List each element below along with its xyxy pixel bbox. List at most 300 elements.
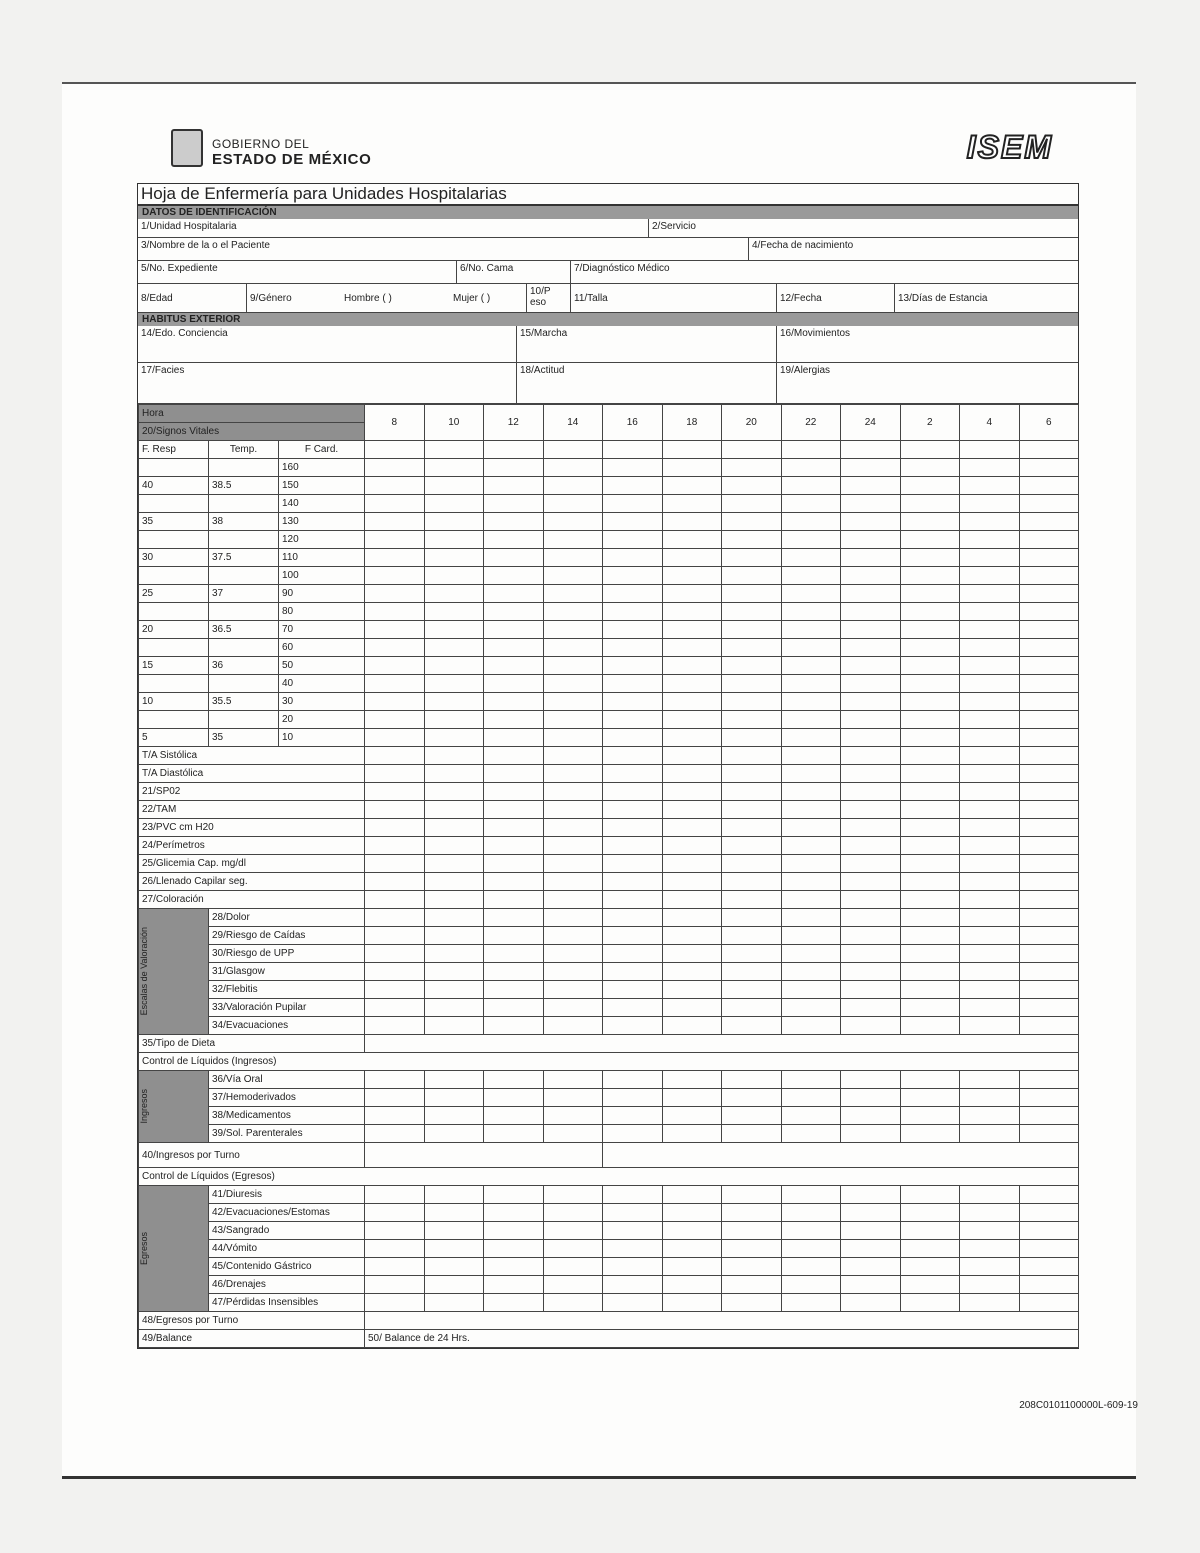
entry-cell[interactable] (543, 747, 603, 765)
entry-cell[interactable] (1019, 495, 1079, 513)
entry-cell[interactable] (424, 1204, 484, 1222)
entry-cell[interactable] (900, 909, 960, 927)
entry-cell[interactable] (841, 459, 901, 477)
entry-cell[interactable] (722, 981, 782, 999)
entry-cell[interactable] (960, 603, 1020, 621)
field-talla[interactable]: 11/Talla (570, 284, 776, 312)
entry-cell[interactable] (781, 873, 841, 891)
entry-cell[interactable] (603, 729, 663, 747)
entry-cell[interactable] (543, 891, 603, 909)
entry-cell[interactable] (960, 585, 1020, 603)
field-marcha[interactable]: 15/Marcha (516, 326, 776, 362)
entry-cell[interactable] (900, 1204, 960, 1222)
entry-cell[interactable] (722, 783, 782, 801)
entry-cell[interactable] (960, 459, 1020, 477)
entry-cell[interactable] (722, 1107, 782, 1125)
entry-cell[interactable] (365, 729, 425, 747)
entry-cell[interactable] (662, 999, 722, 1017)
entry-cell[interactable] (1019, 531, 1079, 549)
entry-cell[interactable] (722, 819, 782, 837)
entry-cell[interactable] (543, 711, 603, 729)
entry-cell[interactable] (543, 585, 603, 603)
entry-cell[interactable] (662, 1204, 722, 1222)
entry-cell[interactable] (484, 621, 544, 639)
entry-cell[interactable] (603, 1294, 663, 1312)
entry-cell[interactable] (662, 837, 722, 855)
entry-cell[interactable] (781, 837, 841, 855)
entry-cell[interactable] (841, 513, 901, 531)
field-servicio[interactable]: 2/Servicio (648, 219, 1078, 237)
entry-cell[interactable] (722, 891, 782, 909)
entry-cell[interactable] (543, 531, 603, 549)
entry-cell[interactable] (960, 801, 1020, 819)
entry-cell[interactable] (543, 855, 603, 873)
entry-cell[interactable] (781, 549, 841, 567)
entry-cell[interactable] (781, 855, 841, 873)
entry-cell[interactable] (424, 999, 484, 1017)
entry-cell[interactable] (781, 945, 841, 963)
entry-cell[interactable] (662, 1107, 722, 1125)
entry-cell[interactable] (603, 621, 663, 639)
entry-cell[interactable] (543, 1071, 603, 1089)
entry-cell[interactable] (662, 1071, 722, 1089)
entry-cell[interactable] (1019, 693, 1079, 711)
entry-cell[interactable] (424, 945, 484, 963)
field-actitud[interactable]: 18/Actitud (516, 363, 776, 403)
entry-cell[interactable] (722, 1294, 782, 1312)
entry-cell[interactable] (1019, 459, 1079, 477)
entry-cell[interactable] (900, 999, 960, 1017)
entry-cell[interactable] (662, 693, 722, 711)
entry-cell[interactable] (365, 1204, 425, 1222)
entry-cell[interactable] (841, 567, 901, 585)
entry-cell[interactable] (900, 675, 960, 693)
entry-cell[interactable] (841, 909, 901, 927)
entry-cell[interactable] (603, 441, 663, 459)
entry-cell[interactable] (365, 855, 425, 873)
entry-cell[interactable] (365, 1294, 425, 1312)
entry-cell[interactable] (841, 639, 901, 657)
entry-cell[interactable] (841, 1258, 901, 1276)
entry-cell[interactable] (424, 675, 484, 693)
entry-cell[interactable] (722, 675, 782, 693)
entry-cell[interactable] (900, 837, 960, 855)
entry-cell[interactable] (960, 1258, 1020, 1276)
entry-cell[interactable] (543, 801, 603, 819)
entry-cell[interactable] (543, 1125, 603, 1143)
entry-cell[interactable] (722, 837, 782, 855)
entry-cell[interactable] (603, 1125, 663, 1143)
entry-cell[interactable] (365, 639, 425, 657)
entry-cell[interactable] (781, 477, 841, 495)
entry-cell[interactable] (662, 747, 722, 765)
entry-cell[interactable] (841, 621, 901, 639)
entry-cell[interactable] (900, 639, 960, 657)
entry-cell[interactable] (543, 873, 603, 891)
entry-cell[interactable] (841, 729, 901, 747)
entry-cell[interactable] (841, 747, 901, 765)
entry-cell[interactable] (424, 1222, 484, 1240)
entry-cell[interactable] (1019, 513, 1079, 531)
entry-cell[interactable] (603, 945, 663, 963)
entry-cell[interactable] (900, 1107, 960, 1125)
entry-cell[interactable] (722, 1125, 782, 1143)
entry-cell[interactable] (424, 819, 484, 837)
entry-cell[interactable] (781, 783, 841, 801)
entry-cell[interactable] (781, 1186, 841, 1204)
entry-cell[interactable] (365, 621, 425, 639)
entry-cell[interactable] (960, 1204, 1020, 1222)
entry-cell[interactable] (722, 747, 782, 765)
entry-cell[interactable] (781, 711, 841, 729)
entry-cell[interactable] (900, 459, 960, 477)
entry-cell[interactable] (900, 1276, 960, 1294)
entry-cell[interactable] (662, 873, 722, 891)
entry-cell[interactable] (781, 747, 841, 765)
entry-cell[interactable] (1019, 801, 1079, 819)
entry-cell[interactable] (900, 693, 960, 711)
entry-cell[interactable] (484, 999, 544, 1017)
entry-cell[interactable] (900, 657, 960, 675)
entry-cell[interactable] (722, 1258, 782, 1276)
entry-cell[interactable] (424, 1107, 484, 1125)
entry-cell[interactable] (543, 621, 603, 639)
entry-cell[interactable] (424, 495, 484, 513)
entry-cell[interactable] (1019, 441, 1079, 459)
field-fecha[interactable]: 12/Fecha (776, 284, 894, 312)
entry-cell[interactable] (365, 927, 425, 945)
entry-cell[interactable] (960, 837, 1020, 855)
entry-cell[interactable] (424, 729, 484, 747)
entry-cell[interactable] (424, 981, 484, 999)
entry-cell[interactable] (543, 675, 603, 693)
entry-cell[interactable] (543, 819, 603, 837)
entry-cell[interactable] (543, 1222, 603, 1240)
entry-cell[interactable] (662, 549, 722, 567)
entry-cell[interactable] (781, 639, 841, 657)
entry-cell[interactable] (900, 441, 960, 459)
entry-cell[interactable] (424, 441, 484, 459)
entry-cell[interactable] (781, 1294, 841, 1312)
entry-cell[interactable] (841, 711, 901, 729)
entry-cell[interactable] (603, 585, 663, 603)
entry-cell[interactable] (662, 513, 722, 531)
entry-cell[interactable] (960, 855, 1020, 873)
entry-cell[interactable] (543, 945, 603, 963)
entry-cell[interactable] (543, 1186, 603, 1204)
entry-cell[interactable] (722, 1186, 782, 1204)
entry-cell[interactable] (722, 603, 782, 621)
entry-cell[interactable] (603, 999, 663, 1017)
entry-cell[interactable] (960, 1089, 1020, 1107)
entry-cell[interactable] (781, 567, 841, 585)
entry-cell[interactable] (365, 603, 425, 621)
entry-cell[interactable] (781, 621, 841, 639)
turno-entry[interactable] (603, 1143, 1079, 1168)
entry-cell[interactable] (781, 675, 841, 693)
entry-cell[interactable] (603, 1276, 663, 1294)
entry-cell[interactable] (662, 1258, 722, 1276)
entry-cell[interactable] (424, 1017, 484, 1035)
entry-cell[interactable] (841, 945, 901, 963)
entry-cell[interactable] (900, 801, 960, 819)
entry-cell[interactable] (484, 1125, 544, 1143)
entry-cell[interactable] (543, 1294, 603, 1312)
entry-cell[interactable] (841, 1107, 901, 1125)
entry-cell[interactable] (841, 1017, 901, 1035)
entry-cell[interactable] (841, 837, 901, 855)
entry-cell[interactable] (781, 531, 841, 549)
entry-cell[interactable] (841, 1222, 901, 1240)
entry-cell[interactable] (900, 567, 960, 585)
entry-cell[interactable] (900, 765, 960, 783)
entry-cell[interactable] (722, 1276, 782, 1294)
entry-cell[interactable] (365, 495, 425, 513)
entry-cell[interactable] (960, 567, 1020, 585)
entry-cell[interactable] (960, 909, 1020, 927)
entry-cell[interactable] (841, 765, 901, 783)
entry-cell[interactable] (781, 657, 841, 675)
entry-cell[interactable] (960, 711, 1020, 729)
entry-cell[interactable] (900, 963, 960, 981)
entry-cell[interactable] (424, 459, 484, 477)
balance-24-label[interactable]: 50/ Balance de 24 Hrs. (365, 1330, 1079, 1348)
entry-cell[interactable] (365, 783, 425, 801)
entry-cell[interactable] (1019, 711, 1079, 729)
entry-cell[interactable] (900, 1089, 960, 1107)
entry-cell[interactable] (1019, 747, 1079, 765)
entry-cell[interactable] (365, 1017, 425, 1035)
entry-cell[interactable] (603, 1107, 663, 1125)
entry-cell[interactable] (424, 1125, 484, 1143)
entry-cell[interactable] (1019, 657, 1079, 675)
entry-cell[interactable] (960, 945, 1020, 963)
entry-cell[interactable] (365, 963, 425, 981)
entry-cell[interactable] (365, 477, 425, 495)
entry-cell[interactable] (543, 549, 603, 567)
entry-cell[interactable] (960, 495, 1020, 513)
entry-cell[interactable] (424, 657, 484, 675)
entry-cell[interactable] (484, 909, 544, 927)
entry-cell[interactable] (960, 765, 1020, 783)
entry-cell[interactable] (1019, 855, 1079, 873)
entry-cell[interactable] (900, 819, 960, 837)
entry-cell[interactable] (960, 729, 1020, 747)
entry-cell[interactable] (365, 909, 425, 927)
entry-cell[interactable] (424, 567, 484, 585)
entry-cell[interactable] (603, 981, 663, 999)
entry-cell[interactable] (662, 909, 722, 927)
entry-cell[interactable] (900, 945, 960, 963)
entry-cell[interactable] (1019, 675, 1079, 693)
entry-cell[interactable] (1019, 945, 1079, 963)
entry-cell[interactable] (722, 963, 782, 981)
entry-cell[interactable] (662, 1240, 722, 1258)
entry-cell[interactable] (662, 963, 722, 981)
entry-cell[interactable] (603, 657, 663, 675)
entry-cell[interactable] (484, 1240, 544, 1258)
entry-cell[interactable] (841, 891, 901, 909)
entry-cell[interactable] (900, 603, 960, 621)
entry-cell[interactable] (960, 891, 1020, 909)
entry-cell[interactable] (484, 1294, 544, 1312)
entry-cell[interactable] (484, 531, 544, 549)
entry-cell[interactable] (1019, 1125, 1079, 1143)
entry-cell[interactable] (841, 1204, 901, 1222)
entry-cell[interactable] (603, 549, 663, 567)
entry-cell[interactable] (603, 855, 663, 873)
entry-cell[interactable] (424, 783, 484, 801)
entry-cell[interactable] (662, 711, 722, 729)
entry-cell[interactable] (424, 639, 484, 657)
option-hombre[interactable]: Hombre ( ) (344, 293, 392, 304)
entry-cell[interactable] (365, 747, 425, 765)
entry-cell[interactable] (900, 1222, 960, 1240)
entry-cell[interactable] (960, 1017, 1020, 1035)
entry-cell[interactable] (662, 927, 722, 945)
entry-cell[interactable] (1019, 1107, 1079, 1125)
entry-cell[interactable] (424, 1240, 484, 1258)
entry-cell[interactable] (603, 477, 663, 495)
entry-cell[interactable] (1019, 1017, 1079, 1035)
entry-cell[interactable] (662, 945, 722, 963)
entry-cell[interactable] (365, 1125, 425, 1143)
entry-cell[interactable] (722, 477, 782, 495)
entry-cell[interactable] (900, 747, 960, 765)
entry-cell[interactable] (841, 1071, 901, 1089)
entry-cell[interactable] (722, 639, 782, 657)
entry-cell[interactable] (781, 603, 841, 621)
entry-cell[interactable] (603, 963, 663, 981)
entry-cell[interactable] (424, 531, 484, 549)
entry-cell[interactable] (484, 1258, 544, 1276)
entry-cell[interactable] (722, 945, 782, 963)
field-diagnostico[interactable]: 7/Diagnóstico Médico (570, 261, 1078, 283)
entry-cell[interactable] (365, 531, 425, 549)
field-movimientos[interactable]: 16/Movimientos (776, 326, 1078, 362)
entry-cell[interactable] (900, 531, 960, 549)
entry-cell[interactable] (960, 1186, 1020, 1204)
entry-cell[interactable] (1019, 891, 1079, 909)
entry-cell[interactable] (900, 585, 960, 603)
entry-cell[interactable] (484, 639, 544, 657)
entry-cell[interactable] (722, 585, 782, 603)
entry-cell[interactable] (1019, 603, 1079, 621)
entry-cell[interactable] (424, 549, 484, 567)
entry-cell[interactable] (365, 441, 425, 459)
entry-cell[interactable] (543, 1107, 603, 1125)
entry-cell[interactable] (722, 855, 782, 873)
entry-cell[interactable] (603, 1240, 663, 1258)
entry-cell[interactable] (841, 1186, 901, 1204)
entry-cell[interactable] (543, 1240, 603, 1258)
entry-cell[interactable] (484, 657, 544, 675)
entry-cell[interactable] (424, 765, 484, 783)
entry-cell[interactable] (900, 1258, 960, 1276)
field-nombre[interactable]: 3/Nombre de la o el Paciente (141, 240, 270, 251)
entry-cell[interactable] (365, 873, 425, 891)
entry-cell[interactable] (484, 585, 544, 603)
entry-cell[interactable] (484, 783, 544, 801)
entry-cell[interactable] (662, 657, 722, 675)
entry-cell[interactable] (603, 495, 663, 513)
entry-cell[interactable] (900, 513, 960, 531)
entry-cell[interactable] (1019, 981, 1079, 999)
entry-cell[interactable] (365, 1071, 425, 1089)
entry-cell[interactable] (960, 1240, 1020, 1258)
entry-cell[interactable] (424, 693, 484, 711)
entry-cell[interactable] (781, 909, 841, 927)
entry-cell[interactable] (603, 801, 663, 819)
entry-cell[interactable] (424, 747, 484, 765)
entry-cell[interactable] (424, 711, 484, 729)
entry-cell[interactable] (603, 711, 663, 729)
entry-cell[interactable] (365, 1258, 425, 1276)
entry-cell[interactable] (484, 819, 544, 837)
entry-cell[interactable] (960, 657, 1020, 675)
entry-cell[interactable] (960, 1276, 1020, 1294)
entry-cell[interactable] (365, 765, 425, 783)
entry-cell[interactable] (603, 567, 663, 585)
entry-cell[interactable] (960, 513, 1020, 531)
entry-cell[interactable] (543, 495, 603, 513)
entry-cell[interactable] (841, 675, 901, 693)
entry-cell[interactable] (900, 1186, 960, 1204)
entry-cell[interactable] (781, 1276, 841, 1294)
entry-cell[interactable] (662, 801, 722, 819)
entry-cell[interactable] (1019, 783, 1079, 801)
entry-cell[interactable] (365, 1276, 425, 1294)
entry-cell[interactable] (543, 1276, 603, 1294)
entry-cell[interactable] (722, 693, 782, 711)
entry-cell[interactable] (841, 1125, 901, 1143)
entry-cell[interactable] (960, 819, 1020, 837)
entry-cell[interactable] (662, 891, 722, 909)
entry-cell[interactable] (424, 1186, 484, 1204)
entry-cell[interactable] (1019, 639, 1079, 657)
entry-cell[interactable] (424, 909, 484, 927)
entry-cell[interactable] (543, 657, 603, 675)
entry-cell[interactable] (1019, 1240, 1079, 1258)
entry-cell[interactable] (662, 1294, 722, 1312)
entry-cell[interactable] (603, 639, 663, 657)
entry-cell[interactable] (841, 1240, 901, 1258)
entry-cell[interactable] (365, 999, 425, 1017)
entry-cell[interactable] (662, 603, 722, 621)
entry-cell[interactable] (781, 585, 841, 603)
entry-cell[interactable] (841, 477, 901, 495)
entry-cell[interactable] (722, 729, 782, 747)
entry-cell[interactable] (722, 1222, 782, 1240)
turno-entry[interactable] (365, 1143, 603, 1168)
entry-cell[interactable] (424, 855, 484, 873)
entry-cell[interactable] (543, 981, 603, 999)
entry-cell[interactable] (603, 837, 663, 855)
field-conciencia[interactable]: 14/Edo. Conciencia (141, 328, 228, 339)
entry-cell[interactable] (365, 1107, 425, 1125)
entry-cell[interactable] (1019, 621, 1079, 639)
entry-cell[interactable] (900, 855, 960, 873)
entry-cell[interactable] (960, 639, 1020, 657)
entry-cell[interactable] (603, 819, 663, 837)
entry-cell[interactable] (781, 963, 841, 981)
entry-cell[interactable] (841, 855, 901, 873)
entry-cell[interactable] (781, 1107, 841, 1125)
entry-cell[interactable] (722, 1017, 782, 1035)
entry-cell[interactable] (900, 495, 960, 513)
entry-cell[interactable] (484, 711, 544, 729)
entry-cell[interactable] (662, 477, 722, 495)
